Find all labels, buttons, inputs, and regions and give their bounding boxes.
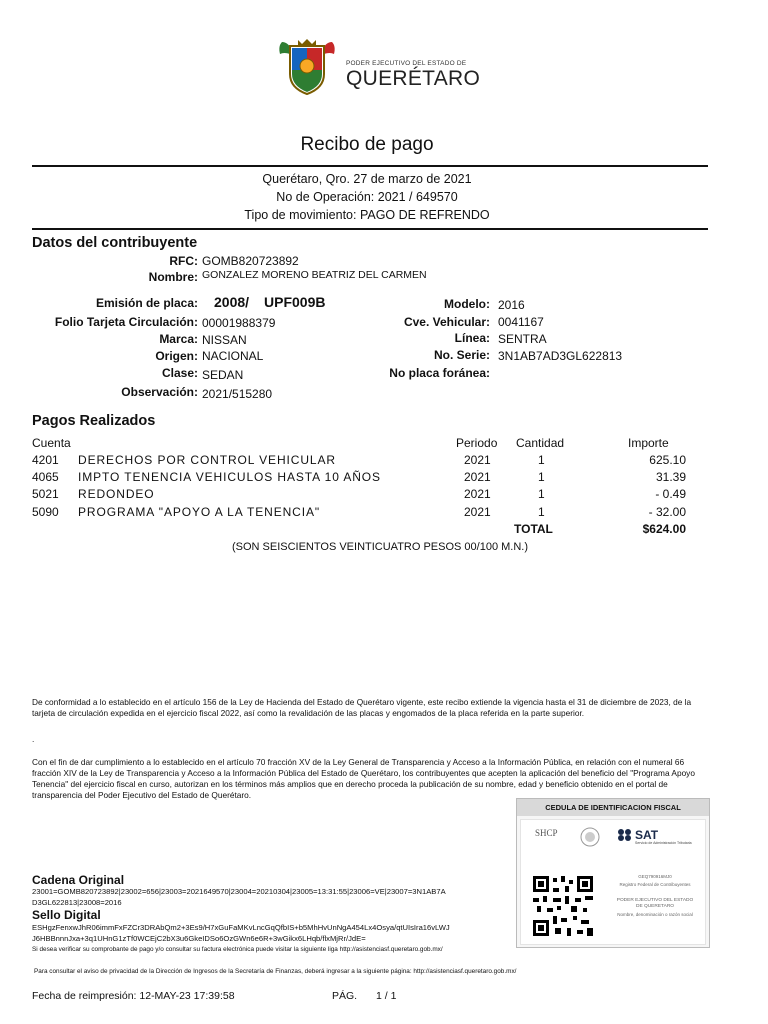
cadena-title: Cadena Original: [32, 873, 125, 887]
logo-small-text: PODER EJECUTIVO DEL ESTADO DE: [346, 60, 467, 67]
row-periodo: 2021: [464, 505, 491, 519]
emision-label: Emisión de placa:: [95, 296, 198, 310]
marca-label: Marca:: [159, 332, 198, 346]
privacy-note: Para consultar el aviso de privacidad de la Dirección de Ingresos de la Secretaría de Finanzas, deberá ingresar a la siguiente página: http://asistenciasf.queretaro.gob.mx/: [34, 968, 517, 975]
row-periodo: 2021: [464, 453, 491, 467]
table-row: [0, 505, 768, 523]
fiscal-registry-caption: Registro Federal de Contribuyentes: [619, 882, 691, 887]
rfc-label: RFC:: [169, 254, 198, 268]
folio-value: 00001988379: [202, 316, 276, 330]
row-cantidad: 1: [538, 453, 545, 467]
row-importe: - 0.49: [655, 487, 686, 501]
page-label: PÁG.: [332, 990, 358, 1002]
payments-section-title: Pagos Realizados: [32, 413, 156, 429]
linea-label: Línea:: [454, 331, 490, 345]
name-value: GONZALEZ MORENO BEATRIZ DEL CARMEN: [202, 269, 427, 281]
row-importe: - 32.00: [648, 505, 686, 519]
fiscal-name-caption: Nombre, denominación o razón social: [617, 912, 693, 917]
linea-value: SENTRA: [498, 332, 547, 346]
row-cuenta: 4065: [32, 470, 59, 484]
marca-value: NISSAN: [202, 333, 247, 347]
page-title: Recibo de pago: [300, 134, 434, 155]
row-cuenta: 5090: [32, 505, 59, 519]
col-header-periodo: Periodo: [456, 436, 498, 450]
cadena-line-1: 23001=GOMB820723892|23002=656|23003=2021649570|23004=20210304|23005=13:31:55|23006=VE|23007=3N1AB7A: [32, 887, 446, 896]
row-concepto: REDONDEO: [78, 487, 155, 501]
origen-value: NACIONAL: [202, 349, 264, 363]
verify-note: Si desea verificar su comprobante de pago y/o consultar su factura electrónica puede visitar la siguiente liga http://asistenciasf.queretaro.gob.mx/: [32, 946, 443, 953]
separator-dot: .: [32, 734, 35, 744]
row-cantidad: 1: [538, 487, 545, 501]
sat-logo-icon: [617, 828, 633, 842]
table-row: [0, 453, 768, 471]
shcp-logo: SHCP: [535, 828, 558, 838]
national-seal-icon: [579, 826, 601, 848]
operation-number: No de Operación: 2021 / 649570: [276, 190, 458, 204]
sello-line-1: ESHgzFenxwJhR06immFxFZCr3DRAbQm2+3Es9/H7xGuFaMKvLncGqQfbIS+b5MhHvUnNgA454Lx4Osya/qtUIsIra16vLWJ: [32, 923, 450, 932]
foranea-label: No placa foránea:: [389, 366, 490, 380]
row-periodo: 2021: [464, 470, 491, 484]
page-number: 1 / 1: [376, 990, 397, 1002]
row-importe: 31.39: [655, 470, 686, 484]
sat-logo-text: SAT: [635, 828, 659, 842]
place-date: Querétaro, Qro. 27 de marzo de 2021: [262, 172, 472, 186]
movement-type: Tipo de movimiento: PAGO DE REFRENDO: [244, 208, 490, 222]
validity-paragraph: De conformidad a lo establecido en el artículo 156 de la Ley de Hacienda del Estado de Querétaro vigente, este recibo extiende la vigencia hasta el 31 de diciembre de 2023, de la tarjeta de circulación expedida en el ejercicio fiscal 2022, así como la revalidación de las placas y engomados de la placa referida en la parte superior.: [32, 697, 692, 718]
fiscal-entity-name: PODER EJECUTIVO DEL ESTADO DE QUERETARO: [616, 898, 694, 909]
sat-subtitle: Servicio de Administración Tributaria: [635, 841, 692, 845]
sello-title: Sello Digital: [32, 908, 101, 922]
row-concepto: IMPTO TENENCIA VEHICULOS HASTA 10 AÑOS: [78, 470, 381, 484]
fiscal-id-body: [520, 819, 706, 945]
qr-code-icon: [531, 874, 595, 938]
fiscal-id-title: CEDULA DE IDENTIFICACION FISCAL: [517, 799, 709, 816]
coat-of-arms-icon: [276, 36, 338, 98]
row-concepto: PROGRAMA "APOYO A LA TENENCIA": [78, 505, 321, 519]
modelo-label: Modelo:: [444, 297, 490, 311]
row-cuenta: 5021: [32, 487, 59, 501]
modelo-value: 2016: [498, 298, 525, 312]
cadena-line-2: D3GL622813|23008=2016: [32, 898, 122, 907]
row-importe: 625.10: [649, 453, 686, 467]
col-header-cuenta: Cuenta: [32, 436, 71, 450]
plate-number: UPF009B: [264, 294, 326, 310]
serie-label: No. Serie:: [433, 348, 490, 362]
logo-big-text: QUERÉTARO: [346, 67, 481, 90]
cve-label: Cve. Vehicular:: [403, 315, 490, 329]
queretaro-logo: [276, 36, 481, 98]
origen-label: Origen:: [155, 349, 198, 363]
sello-line-2: J6HBBnnnJxa+3q1UHnG1zTf0WCEjC2bX3u6GkeIDSo6OzGWn6e6R+3wGikx6LHqb/flxMjRr/JdE=: [32, 934, 366, 943]
emision-year: 2008/: [214, 294, 250, 310]
clase-label: Clase:: [161, 366, 198, 380]
table-row: [0, 470, 768, 488]
serie-value: 3N1AB7AD3GL622813: [498, 349, 623, 363]
name-label: Nombre:: [148, 270, 198, 284]
table-row: [0, 487, 768, 505]
rfc-value: GOMB820723892: [202, 254, 299, 268]
total-label: TOTAL: [514, 522, 553, 536]
fiscal-id-card: [516, 798, 710, 948]
row-cantidad: 1: [538, 470, 545, 484]
divider: [32, 228, 708, 230]
observacion-label: Observación:: [121, 385, 198, 399]
col-header-importe: Importe: [628, 436, 669, 450]
clase-value: SEDAN: [202, 368, 244, 382]
observacion-value: 2021/515280: [202, 387, 273, 401]
col-header-cantidad: Cantidad: [516, 436, 565, 450]
reprint-date: Fecha de reimpresión: 12-MAY-23 17:39:58: [32, 990, 235, 1002]
row-cuenta: 4201: [32, 453, 59, 467]
transparency-paragraph: Con el fin de dar cumplimiento a lo establecido en el artículo 70 fracción XV de la Ley General de Transparencia y Acceso a la Información Pública, en relación con el numeral 66 fracción XIV de la Ley de Transparencia y Acceso a la Información Pública del Estado de Querétaro, los contribuyentes que acepten la aplicación del beneficio del "Programa Apoyo Tenencia" del ejercicio fiscal en curso, autorizan en los términos más amplios que en derecho proceda la publicación de su nombre, edad y beneficio obtenido en el portal de transparencia del Poder Ejecutivo del Estado de Querétaro.: [32, 757, 695, 800]
folio-label: Folio Tarjeta Circulación:: [54, 315, 198, 329]
row-concepto: DERECHOS POR CONTROL VEHICULAR: [78, 453, 336, 467]
row-cantidad: 1: [538, 505, 545, 519]
divider: [32, 165, 708, 167]
fiscal-rfc: GEQ790916MJ0: [638, 874, 672, 879]
total-value: $624.00: [642, 522, 686, 536]
taxpayer-section-title: Datos del contribuyente: [32, 235, 198, 251]
amount-in-words: (SON SEISCIENTOS VEINTICUATRO PESOS 00/100 M.N.): [231, 541, 529, 553]
row-periodo: 2021: [464, 487, 491, 501]
cve-value: 0041167: [498, 315, 544, 329]
